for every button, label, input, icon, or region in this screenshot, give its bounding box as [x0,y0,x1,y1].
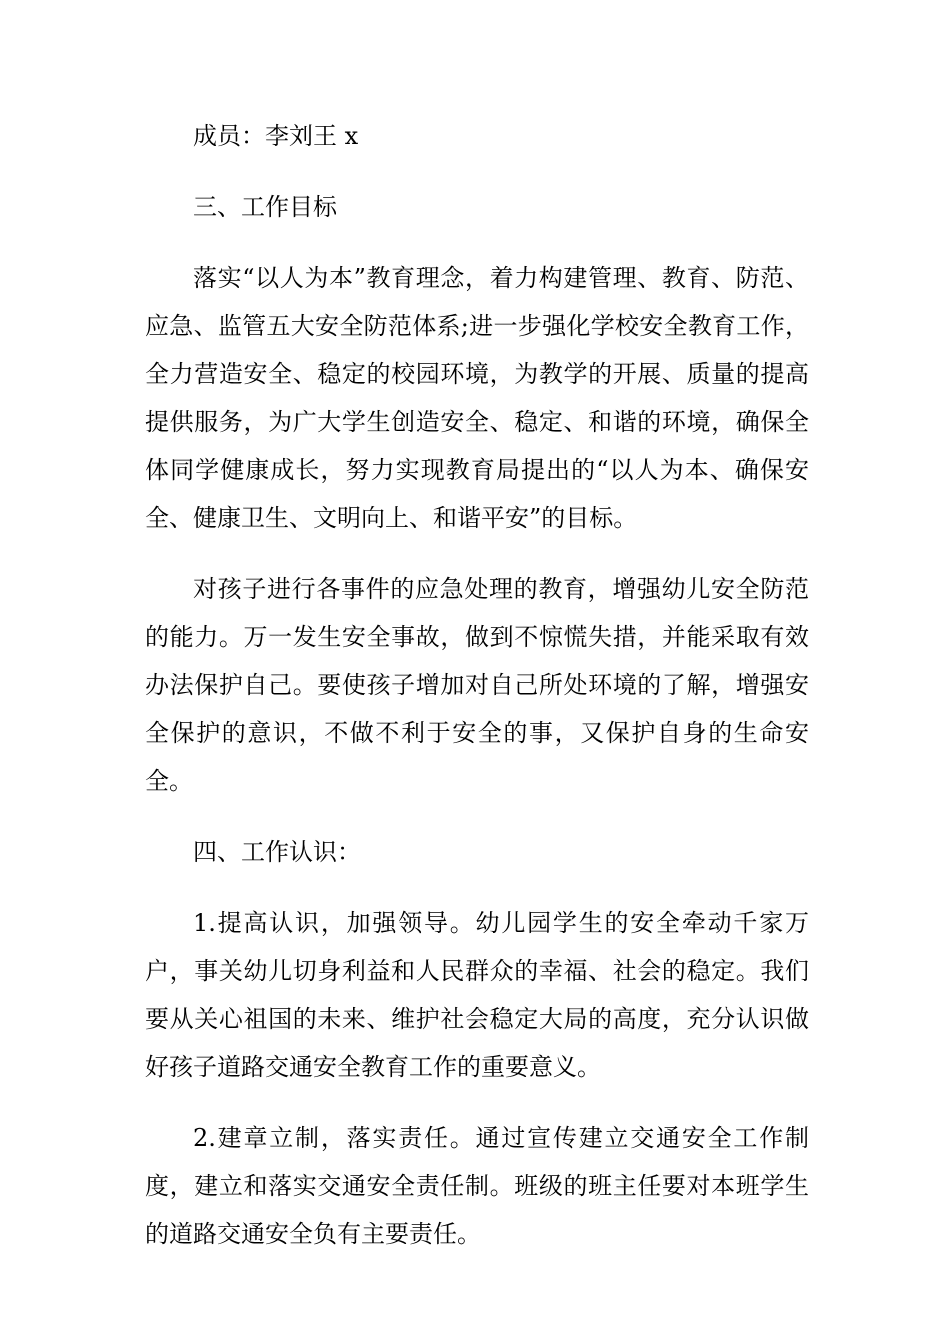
section-heading-work-understanding: 四、工作认识： [193,838,361,866]
item-2-paragraph: 2.建章立制，落实责任。通过宣传建立交通安全工作制度，建立和落实交通安全责任制。班级的班主任要对本班学生的道路交通安全负有主要责任。 [145,1124,809,1248]
goals-paragraph: 落实“以人为本”教育理念，着力构建管理、教育、防范、应急、监管五大安全防范体系;进一步强化学校安全教育工作，全力营造安全、稳定的校园环境，为教学的开展、质量的提高提供服务，为广大学生创造安全、稳定、和谐的环境，确保全体同学健康成长，努力实现教育局提出的“以人为本、确保安全、健康卫生、文明向上、和谐平安”的目标。 [145,264,809,532]
section-heading-work-goals: 三、工作目标 [193,193,337,221]
members-line: 成员：李刘王 x [193,122,359,150]
emergency-education-paragraph: 对孩子进行各事件的应急处理的教育，增强幼儿安全防范的能力。万一发生安全事故，做到不惊慌失措，并能采取有效办法保护自己。要使孩子增加对自己所处环境的了解，增强安全保护的意识，不做不利于安全的事，又保护自身的生命安全。 [145,575,809,795]
document-body [145,112,809,1281]
item-1-paragraph: 1.提高认识，加强领导。幼儿园学生的安全牵动千家万户，事关幼儿切身利益和人民群众的幸福、社会的稳定。我们要从关心祖国的未来、维护社会稳定大局的高度，充分认识做好孩子道路交通安全教育工作的重要意义。 [145,909,809,1081]
